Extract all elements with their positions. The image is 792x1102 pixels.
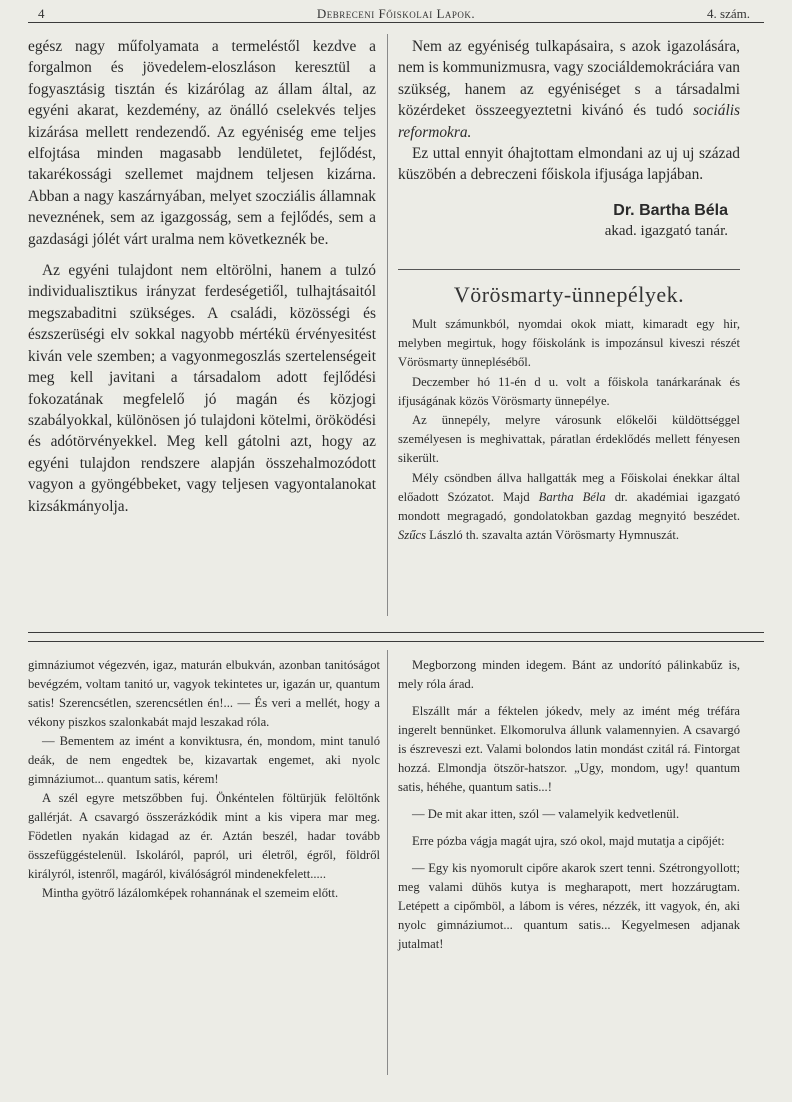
- section-divider-thin: [28, 641, 764, 642]
- paragraph: Az egyéni tulajdont nem eltörölni, hanem a tulzó individualisztikus irányzat ferdeségetiől, tulhajtásaitól megszabaditni szükséges. A családi, közösségi és észszerüségi elv sokkal nagyobb mértékü érvényesitést kiván vele szemben; a vagyonmegoszlás szertelenségeit meg kell javitani a társadalom adott fejlődési fokozatának megfelelő jó magán és közjogi szabályokkal, különösen jó tulajdoni kötelmi, öröködési és adótörvényekkel. Meg kell gátolni azt, hogy az egyéni tulajdon rendszere alapján összehalmozódott vagyon a gyöngébbeket, vagy teljesen vagyontalanokat kizsákmányolja.: [28, 262, 376, 515]
- paragraph: Megborzong minden idegem. Bánt az undorító pálinkabűz is, mely róla árad.: [398, 658, 740, 691]
- story-left-column: [28, 656, 380, 903]
- section-divider-thick: [28, 632, 764, 633]
- column-divider-lower: [387, 650, 388, 1075]
- paragraph: — De mit akar itten, szól — valamelyik kedvetlenül.: [412, 807, 680, 821]
- section-title: Vörösmarty-ünnepélyek.: [453, 281, 685, 307]
- paragraph: Mult számunkból, nyomdai okok miatt, kimaradt egy hir, melyben megirtuk, hogy főiskolánk is impozánsul kiveszi részét Vörösmarty ünnepléséből.: [398, 317, 740, 370]
- italic-emphasis: sociális reformokra.: [398, 102, 740, 141]
- article-end-rule: [398, 269, 740, 270]
- author-signature: Dr. Bartha Béla: [613, 201, 728, 219]
- paragraph: Deczember hó 11-én d u. volt a főiskola tanárkarának és ifjuságának közös Vörösmarty ünnepélye.: [398, 374, 740, 408]
- journal-title: Debreceni Főiskolai Lapok.: [316, 6, 476, 21]
- paragraph: Elszállt már a féktelen jókedv, mely az imént még tréfára ingerelt bennünket. Elkomorulva állunk valamennyien. A csavargó is észreveszi ezt. Valami bolondos latin mondást czitál rá. Fintorgat hozzá. Elmondja ötször-hatszor. „Ugy, mondom, ugy! quantum satis, héhéhe, quantum satis...!: [398, 704, 740, 794]
- paragraph: Mély csöndben állva hallgatták meg a Főiskolai énekkar által előadott Szózatot. Majd Bartha Béla dr. akadémiai igazgató mondott megragadó, gondolatokban gazdag megnyitó beszédet. Szűcs László th. szavalta aztán Vörösmarty Hymnuszát.: [398, 470, 741, 543]
- paragraph: Az ünnepély, melyre városunk előkelői küldöttséggel személyesen is meghivattak, páratlan érdeklődés mellett fényesen sikerült.: [398, 413, 740, 466]
- paragraph: Ez uttal ennyit óhajtottam elmondani az uj uj század küszöbén a debreczeni főiskola ifjusága lapjában.: [398, 145, 740, 184]
- story-right-column: [398, 656, 740, 954]
- author-title: akad. igazgató tanár.: [604, 223, 728, 240]
- column-divider-upper: [387, 34, 388, 616]
- article-right-column: [398, 36, 740, 546]
- article-left-column: [28, 36, 376, 517]
- paragraph: egész nagy műfolyamata a termeléstől kezdve a forgalmon és jövedelem-eloszláson keresztül a fogyasztásig tisztán és kizárólag az állam által, az egyéni akarat, kezdemény, az önálló cselekvés teljes kizárása mellett rendezendő. Az egyéniség eme teljes elfojtása minden magasabb lendületet, fejlődést, takarékossági szellemet majdnem teljesen kizárna. Abban a nagy kaszárnyában, melyet szocziális államnak neveznének, sem az igazgosság, sem a fejlődés, sem a gazdasági jólét várt uralma nem következnék be.: [28, 38, 376, 248]
- person-name-italic: Bartha Béla: [538, 489, 606, 504]
- page-number: 4: [38, 6, 45, 21]
- paragraph: A szél egyre metszőbben fuj. Önkéntelen föltürjük felöltőnk gallérját. A csavargó összerázkódik mint a kis vipera mar meg. Födetlen nyakán kidagad az ér. Aztán beszél, hadar tovább összefüggéstelenül. Iskoláról, papról, uri életről, égről, földről királyról, istenről, magáról, kiválóságról mindenekfelett.....: [28, 791, 380, 881]
- paragraph: Erre pózba vágja magát ujra, szó okol, majd mutatja a cipőjét:: [412, 834, 725, 848]
- paragraph: — Egy kis nyomorult cipőre akarok szert tenni. Szétrongyollott; meg valami dühös kutya is megharapott, mert hozzárugtam. Letépett a cipőmböl, a lábom is véres, nézzék, itt vagyok, én, aki nyolc gimnáziumot... quantum satis... Kegyelmesen adjanak jutalmat!: [398, 861, 740, 951]
- paragraph: — Bementem az imént a konviktusra, én, mondom, mint tanuló deák, de nem engedtek be, kizavartak engemet, aki nyolc gimnáziumot... quantum satis, kérem!: [28, 734, 380, 786]
- page-header: [28, 4, 764, 23]
- paragraph: Nem az egyéniség tulkapásaira, s azok igazolására, nem is kommunizmusra, vagy szociáldemokráciára van szükség, hanem az egyéniséget s a társadalmi közérdeket összeegyeztetni kivánó és tudó sociális reformokra.: [398, 38, 740, 141]
- person-name-italic: Szűcs: [398, 528, 426, 543]
- paragraph: Mintha gyötrő lázálomképek rohannának el szemeim előtt.: [42, 886, 339, 900]
- paragraph: gimnáziumot végezvén, igaz, maturán elbukván, azonban tanitóságot bevégzém, voltam tanitó ur, vagyok tekintetes ur, igazán ur, quantum satis! Szerencsétlen, szerencsétlen én!... — És veri a mellét, hogy a vékony piszkos szalonkabát majd leszakad róla.: [28, 658, 380, 729]
- section-body: [398, 315, 740, 545]
- issue-number: 4. szám.: [707, 6, 750, 21]
